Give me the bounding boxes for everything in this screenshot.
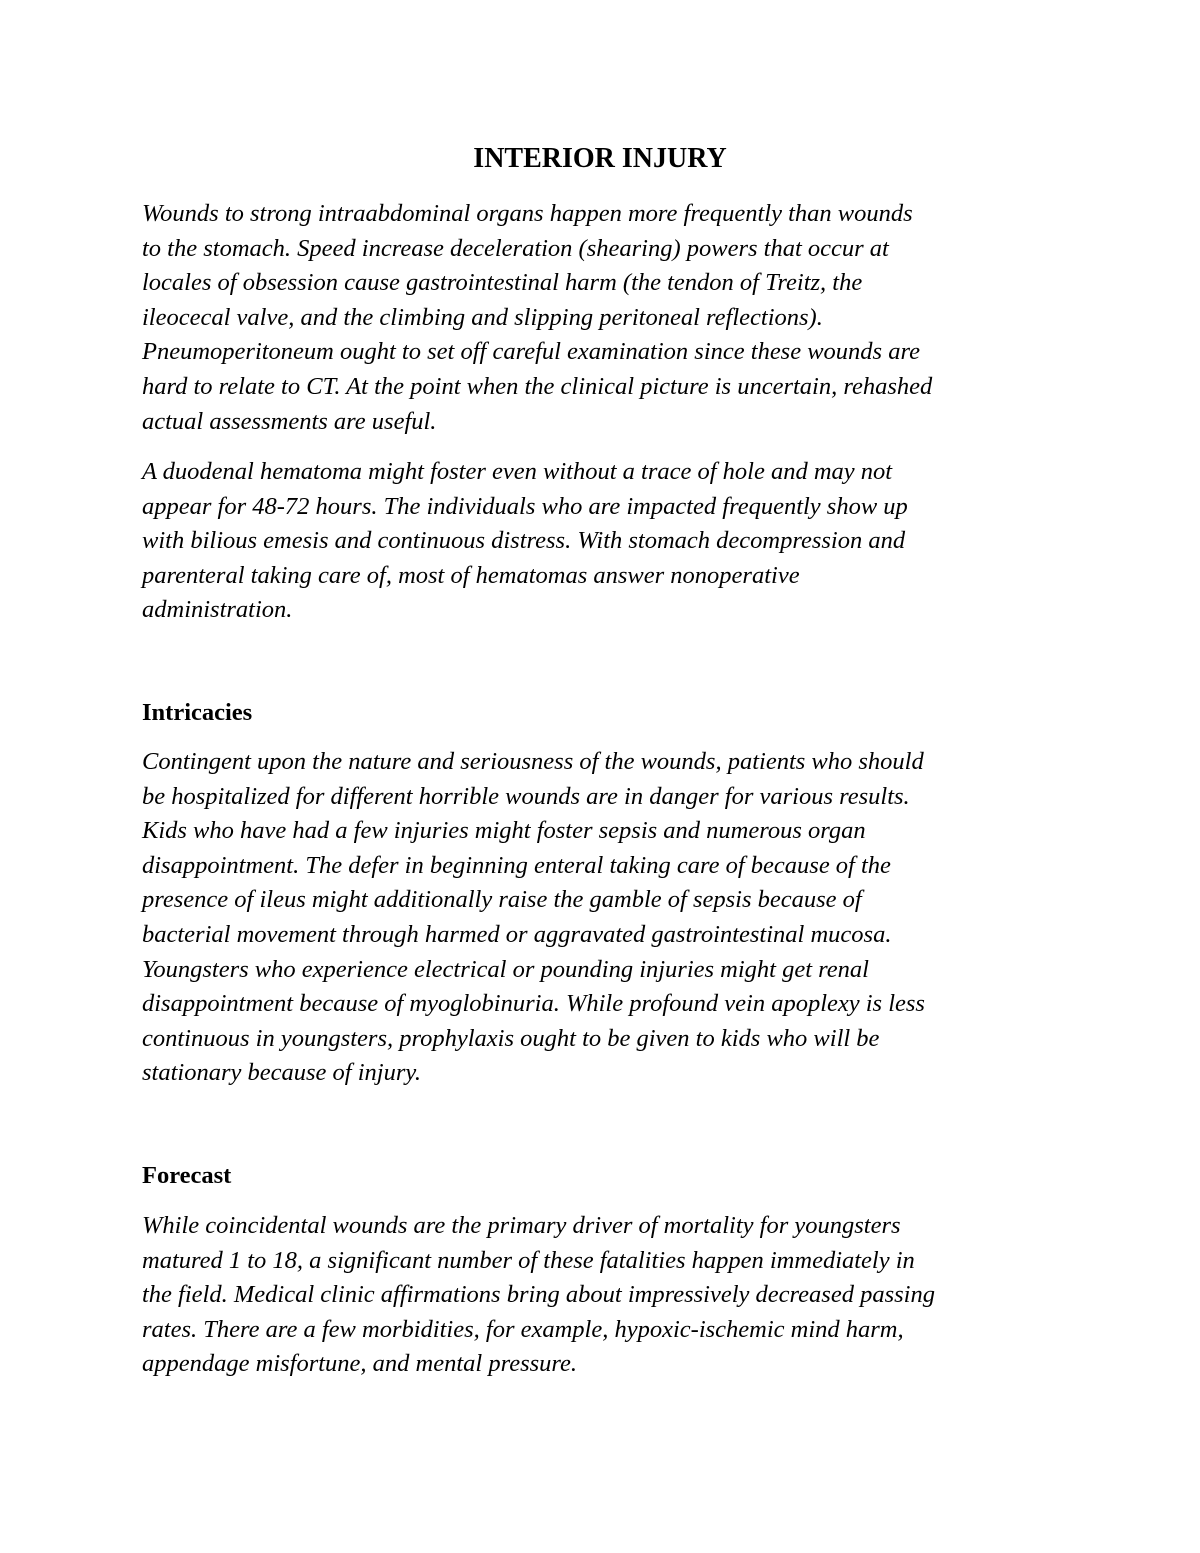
section-paragraph-intricacies xyxy=(142,745,1062,1091)
paragraph-line: A duodenal hematoma might foster even without a trace of hole and may not xyxy=(142,458,893,485)
paragraph-line: be hospitalized for different horrible wounds are in danger for various results. xyxy=(142,782,910,810)
paragraph-line: ileocecal valve, and the climbing and slipping peritoneal reflections). xyxy=(142,303,823,331)
page-title: INTERIOR INJURY xyxy=(473,143,727,174)
paragraph-line: Pneumoperitoneum ought to set off careful examination since these wounds are xyxy=(142,338,920,366)
paragraph-line: hard to relate to CT. At the point when the clinical picture is uncertain, rehashed xyxy=(142,372,933,400)
paragraph-line: locales of obsession cause gastrointestinal harm (the tendon of Treitz, the xyxy=(142,269,863,297)
section-heading-intricacies: Intricacies xyxy=(142,699,253,726)
paragraph-line: While coincidental wounds are the primary driver of mortality for youngsters xyxy=(142,1212,901,1239)
intro-paragraph-1 xyxy=(142,197,1062,439)
paragraph-line: Contingent upon the nature and seriousness of the wounds, patients who should xyxy=(142,748,924,775)
paragraph-line: administration. xyxy=(142,596,293,624)
section-paragraph-forecast xyxy=(142,1209,1062,1382)
paragraph-line: matured 1 to 18, a significant number of these fatalities happen immediately in xyxy=(142,1246,915,1274)
paragraph-line: Kids who have had a few injuries might foster sepsis and numerous organ xyxy=(142,817,866,845)
paragraph-line: Wounds to strong intraabdominal organs happen more frequently than wounds xyxy=(142,200,913,227)
paragraph-line: stationary because of injury. xyxy=(142,1059,421,1087)
paragraph-line: with bilious emesis and continuous distress. With stomach decompression and xyxy=(142,527,906,555)
intro-paragraph-2 xyxy=(142,455,1062,628)
paragraph-line: appendage misfortune, and mental pressure. xyxy=(142,1350,578,1378)
paragraph-line: rates. There are a few morbidities, for example, hypoxic-ischemic mind harm, xyxy=(142,1315,904,1343)
paragraph-line: presence of ileus might additionally raise the gamble of sepsis because of xyxy=(142,886,862,914)
paragraph-line: continuous in youngsters, prophylaxis ought to be given to kids who will be xyxy=(142,1024,880,1052)
section-heading-forecast: Forecast xyxy=(142,1162,232,1189)
paragraph-line: parenteral taking care of, most of hematomas answer nonoperative xyxy=(142,561,800,589)
paragraph-line: to the stomach. Speed increase deceleration (shearing) powers that occur at xyxy=(142,234,889,262)
paragraph-line: appear for 48-72 hours. The individuals who are impacted frequently show up xyxy=(142,492,908,520)
paragraph-line: disappointment because of myoglobinuria. While profound vein apoplexy is less xyxy=(142,990,925,1018)
paragraph-line: the field. Medical clinic affirmations bring about impressively decreased passing xyxy=(142,1281,935,1309)
paragraph-line: Youngsters who experience electrical or pounding injuries might get renal xyxy=(142,955,869,983)
paragraph-line: disappointment. The defer in beginning enteral taking care of because of the xyxy=(142,851,891,879)
paragraph-line: actual assessments are useful. xyxy=(142,407,437,435)
paragraph-line: bacterial movement through harmed or aggravated gastrointestinal mucosa. xyxy=(142,920,892,948)
